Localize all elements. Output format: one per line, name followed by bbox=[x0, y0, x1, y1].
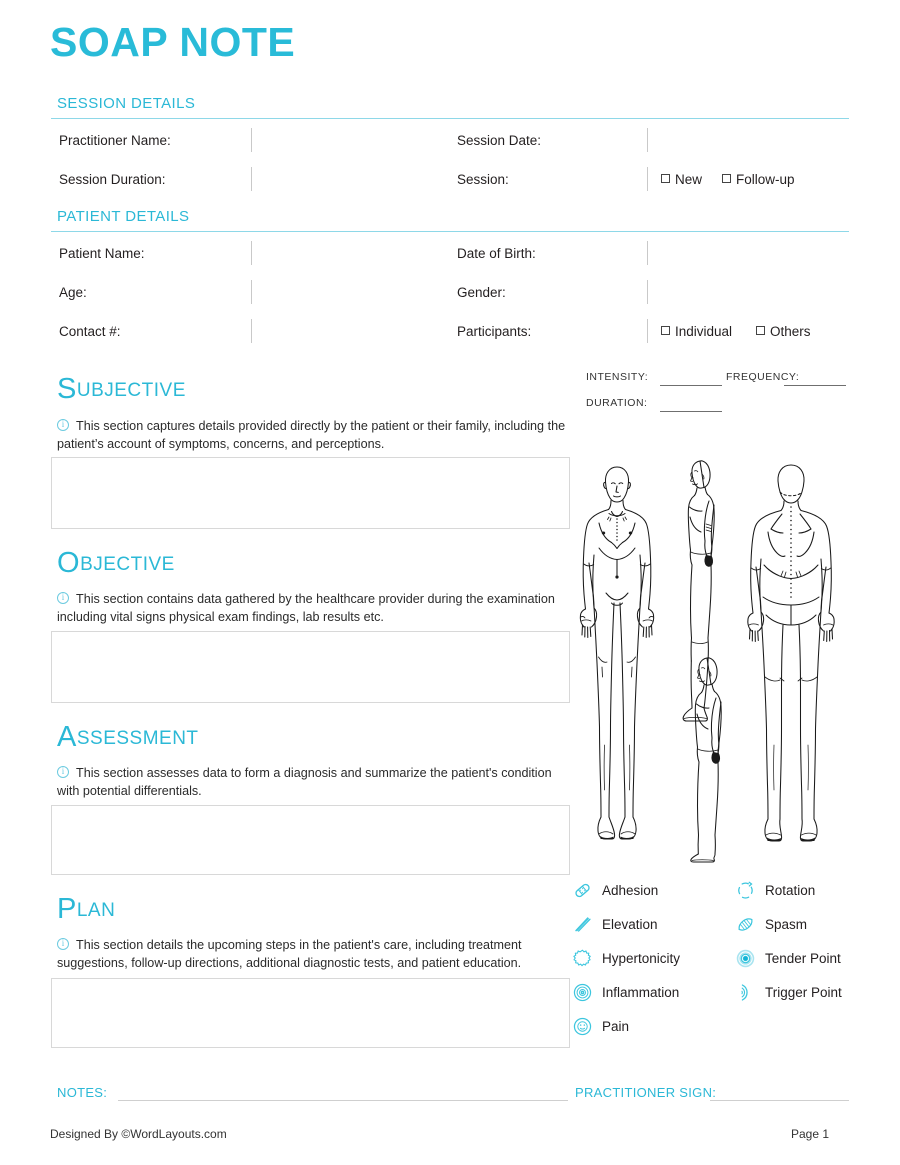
legend-item-adhesion[interactable] bbox=[572, 880, 658, 901]
body-diagram[interactable] bbox=[578, 445, 858, 865]
soap-description-assessment bbox=[57, 764, 569, 801]
soap-description-objective bbox=[57, 590, 569, 627]
hypertonicity-icon bbox=[572, 948, 593, 969]
description-text: This section contains data gathered by the healthcare provider during the examination including vital signs physical exam findings, lab results etc. bbox=[57, 592, 555, 625]
soap-input-objective[interactable] bbox=[51, 631, 570, 703]
label-notes: NOTES: bbox=[57, 1085, 108, 1100]
soap-cap-letter: A bbox=[57, 721, 77, 753]
spasm-icon bbox=[735, 914, 756, 935]
field-divider bbox=[647, 280, 648, 304]
field-divider bbox=[251, 241, 252, 265]
practitioner-sign-line[interactable] bbox=[710, 1100, 849, 1101]
field-divider bbox=[251, 167, 252, 191]
label-practitioner-name: Practitioner Name: bbox=[59, 133, 171, 148]
legend-item-hypertonicity[interactable] bbox=[572, 948, 680, 969]
legend-label: Tender Point bbox=[765, 951, 841, 966]
section-divider-patient bbox=[51, 231, 849, 232]
legend-label: Rotation bbox=[765, 883, 816, 898]
checkbox-label: New bbox=[675, 172, 703, 187]
checkbox-session-new[interactable] bbox=[661, 172, 702, 187]
label-intensity: INTENSITY: bbox=[586, 371, 649, 383]
checkbox-participants-others[interactable] bbox=[756, 324, 811, 339]
checkbox-label: Follow-up bbox=[736, 172, 795, 187]
field-divider bbox=[647, 128, 648, 152]
soap-rest-letters: LAN bbox=[76, 900, 116, 921]
legend-item-pain[interactable] bbox=[572, 1016, 629, 1037]
label-session-date: Session Date: bbox=[457, 133, 542, 148]
checkbox-participants-individual[interactable] bbox=[661, 324, 732, 339]
label-contact-number: Contact #: bbox=[59, 324, 121, 339]
label-duration: DURATION: bbox=[586, 397, 648, 409]
checkbox-box[interactable] bbox=[756, 326, 765, 335]
label-session-type: Session: bbox=[457, 172, 509, 187]
info-icon bbox=[57, 419, 69, 431]
notes-line[interactable] bbox=[118, 1100, 568, 1101]
description-text: This section captures details provided directly by the patient or their family, including the patient’s account of symptoms, concerns, and perceptions. bbox=[57, 419, 566, 452]
field-divider bbox=[647, 241, 648, 265]
soap-cap-letter: O bbox=[57, 547, 81, 579]
tender-point-icon bbox=[735, 948, 756, 969]
rotation-icon bbox=[735, 880, 756, 901]
label-patient-name: Patient Name: bbox=[59, 246, 145, 261]
adhesion-icon bbox=[572, 880, 593, 901]
duration-blank-line[interactable] bbox=[660, 411, 722, 412]
soap-input-assessment[interactable] bbox=[51, 805, 570, 875]
section-heading-session-details: SESSION DETAILS bbox=[57, 95, 196, 112]
soap-heading-plan bbox=[57, 895, 115, 924]
legend-item-spasm[interactable] bbox=[735, 914, 807, 935]
field-divider bbox=[647, 319, 648, 343]
legend-item-tender-point[interactable] bbox=[735, 948, 841, 969]
legend-label: Inflammation bbox=[602, 985, 680, 1000]
soap-heading-objective bbox=[57, 549, 175, 578]
checkbox-box[interactable] bbox=[661, 174, 670, 183]
label-frequency: FREQUENCY: bbox=[726, 371, 800, 383]
label-gender: Gender: bbox=[457, 285, 506, 300]
checkbox-label: Others bbox=[770, 324, 811, 339]
label-practitioner-sign: PRACTITIONER SIGN: bbox=[575, 1085, 717, 1100]
field-divider bbox=[647, 167, 648, 191]
trigger-point-icon bbox=[735, 982, 756, 1003]
checkbox-session-follow-up[interactable] bbox=[722, 172, 795, 187]
label-date-of-birth: Date of Birth: bbox=[457, 246, 536, 261]
frequency-blank-line[interactable] bbox=[784, 385, 846, 386]
legend-label: Spasm bbox=[765, 917, 808, 932]
checkbox-box[interactable] bbox=[661, 326, 670, 335]
section-divider-session bbox=[51, 118, 849, 119]
label-session-duration: Session Duration: bbox=[59, 172, 166, 187]
legend-label: Trigger Point bbox=[765, 985, 842, 1000]
legend-item-elevation[interactable] bbox=[572, 914, 658, 935]
description-text: This section assesses data to form a diagnosis and summarize the patient's condition with potential differentials. bbox=[57, 766, 552, 799]
intensity-blank-line[interactable] bbox=[660, 385, 722, 386]
front-view-figure bbox=[580, 467, 653, 839]
legend-label: Hypertonicity bbox=[602, 951, 681, 966]
legend-label: Adhesion bbox=[602, 883, 659, 898]
soap-input-subjective[interactable] bbox=[51, 457, 570, 529]
field-divider bbox=[251, 280, 252, 304]
label-participants: Participants: bbox=[457, 324, 532, 339]
section-heading-patient-details: PATIENT DETAILS bbox=[57, 208, 190, 225]
legend-item-trigger-point[interactable] bbox=[735, 982, 842, 1003]
page-title: SOAP NOTE bbox=[50, 19, 296, 65]
field-divider bbox=[251, 319, 252, 343]
soap-rest-letters: UBJECTIVE bbox=[76, 380, 186, 401]
legend-item-rotation[interactable] bbox=[735, 880, 815, 901]
checkbox-box[interactable] bbox=[722, 174, 731, 183]
side-view-upper-figure bbox=[683, 461, 714, 721]
info-icon bbox=[57, 766, 69, 778]
soap-description-plan bbox=[57, 936, 569, 973]
checkbox-label: Individual bbox=[675, 324, 733, 339]
back-view-figure bbox=[748, 465, 834, 841]
legend-label: Elevation bbox=[602, 917, 658, 932]
pain-icon bbox=[572, 1016, 593, 1037]
soap-heading-subjective bbox=[57, 375, 186, 404]
soap-cap-letter: S bbox=[57, 373, 77, 405]
soap-heading-assessment bbox=[57, 723, 199, 752]
soap-description-subjective bbox=[57, 417, 569, 454]
label-age: Age: bbox=[59, 285, 87, 300]
inflammation-icon bbox=[572, 982, 593, 1003]
page-number: Page 1 bbox=[791, 1127, 830, 1141]
soap-rest-letters: BJECTIVE bbox=[80, 554, 175, 575]
soap-rest-letters: SSESSMENT bbox=[76, 728, 199, 749]
designer-credit: Designed By ©WordLayouts.com bbox=[50, 1127, 227, 1141]
soap-cap-letter: P bbox=[57, 893, 77, 925]
elevation-icon bbox=[572, 914, 593, 935]
field-divider bbox=[251, 128, 252, 152]
description-text: This section details the upcoming steps in the patient's care, including treatment suggestions, follow-up directions, additional diagnostic tests, and patient education. bbox=[57, 938, 522, 971]
legend-label: Pain bbox=[602, 1019, 630, 1034]
info-icon bbox=[57, 592, 69, 604]
info-icon bbox=[57, 938, 69, 950]
soap-input-plan[interactable] bbox=[51, 978, 570, 1048]
legend-item-inflammation[interactable] bbox=[572, 982, 679, 1003]
